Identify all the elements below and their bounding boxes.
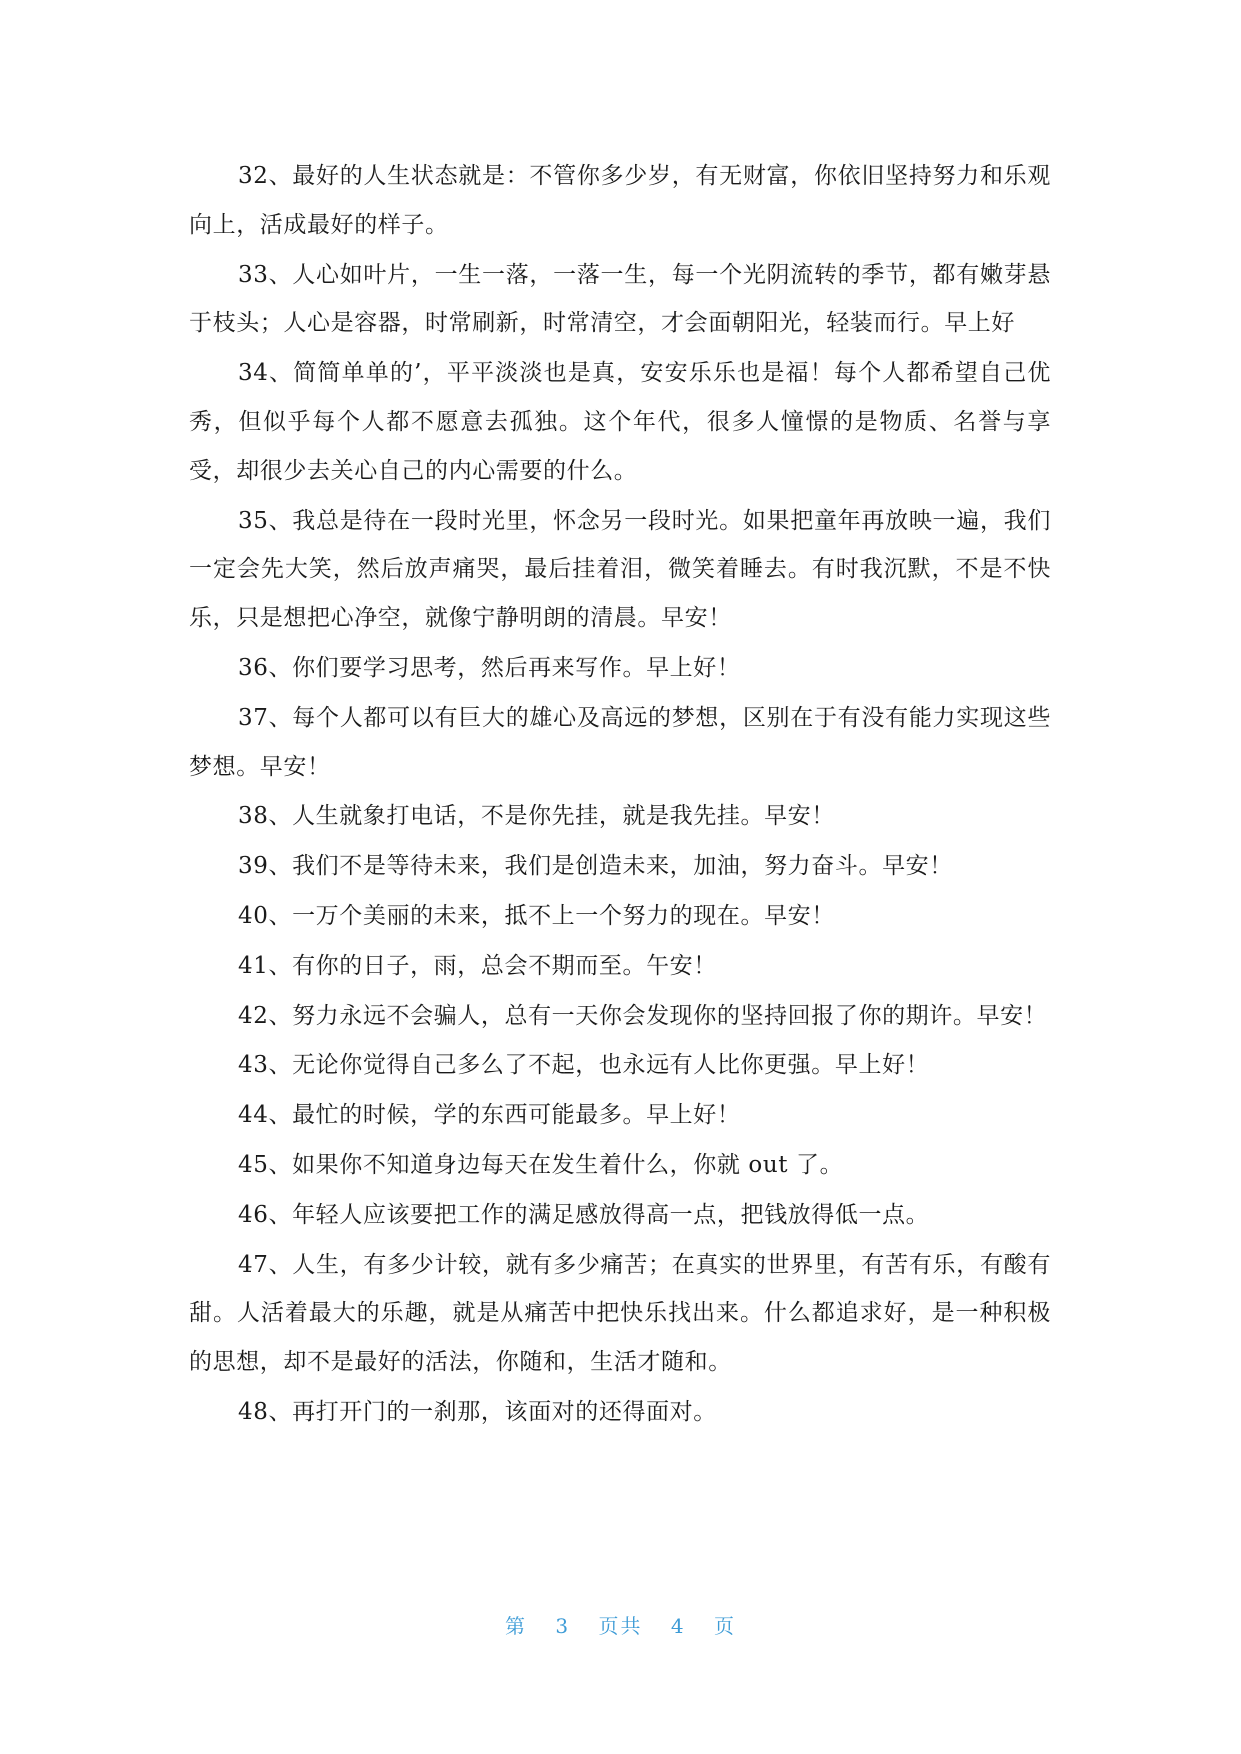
- paragraph-47: 47、人生，有多少计较，就有多少痛苦；在真实的世界里，有苦有乐，有酸有甜。人活着最大的乐趣，就是从痛苦中把快乐找出来。什么都追求好，是一种积极的思想，却不是最好的活法，你随和，生活才随和。: [189, 1251, 1051, 1376]
- paragraph-40: 40、一万个美丽的未来，抵不上一个努力的现在。早安！: [238, 902, 835, 929]
- footer-middle: 页共: [598, 1614, 643, 1638]
- paragraph-35: 35、我总是待在一段时光里，怀念另一段时光。如果把童年再放映一遍，我们一定会先大笑，然后放声痛哭，最后挂着泪，微笑着睡去。有时我沉默，不是不快乐，只是想把心净空，就像宁静明朗的清晨。早安！: [189, 507, 1051, 632]
- paragraph-34: 34、简简单单的’，平平淡淡也是真，安安乐乐也是福！每个人都希望自己优秀，但似乎每个人都不愿意去孤独。这个年代，很多人憧憬的是物质、名誉与享受，却很少去关心自己的内心需要的什么。: [189, 360, 1051, 484]
- paragraph-33: 33、人心如叶片，一生一落，一落一生，每一个光阴流转的季节，都有嫩芽悬于枝头；人心是容器，时常刷新，时常清空，才会面朝阳光，轻装而行。早上好: [189, 261, 1051, 337]
- paragraph-43: 43、无论你觉得自己多么了不起，也永远有人比你更强。早上好！: [238, 1052, 930, 1079]
- paragraph-48: 48、再打开门的一刹那，该面对的还得面对。: [238, 1398, 717, 1425]
- paragraph-42: 42、努力永远不会骗人，总有一天你会发现你的坚持回报了你的期许。早安！: [238, 1002, 1048, 1029]
- paragraph-39: 39、我们不是等待未来，我们是创造未来，加油，努力奋斗。早安！: [238, 853, 953, 880]
- paragraph-32: 32、最好的人生状态就是：不管你多少岁，有无财富，你依旧坚持努力和乐观向上，活成最好的样子。: [189, 163, 1051, 238]
- paragraph-46: 46、年轻人应该要把工作的满足感放得高一点，把钱放得低一点。: [238, 1201, 930, 1228]
- document-body: [189, 152, 1051, 1438]
- footer-prefix: 第: [505, 1614, 528, 1638]
- footer-total-pages: 4: [670, 1614, 686, 1638]
- paragraph-41: 41、有你的日子，雨，总会不期而至。午安！: [238, 952, 717, 979]
- paragraph-36: 36、你们要学习思考，然后再来写作。早上好！: [238, 654, 741, 681]
- page-footer: [0, 1610, 1241, 1639]
- paragraph-45: 45、如果你不知道身边每天在发生着什么，你就 out 了。: [238, 1151, 844, 1178]
- footer-suffix: 页: [713, 1614, 736, 1638]
- footer-current-page: 3: [555, 1614, 571, 1638]
- paragraph-38: 38、人生就象打电话，不是你先挂，就是我先挂。早安！: [238, 803, 835, 830]
- paragraph-44: 44、最忙的时候，学的东西可能最多。早上好！: [238, 1102, 741, 1129]
- paragraph-37: 37、每个人都可以有巨大的雄心及高远的梦想，区别在于有没有能力实现这些梦想。早安！: [189, 704, 1051, 780]
